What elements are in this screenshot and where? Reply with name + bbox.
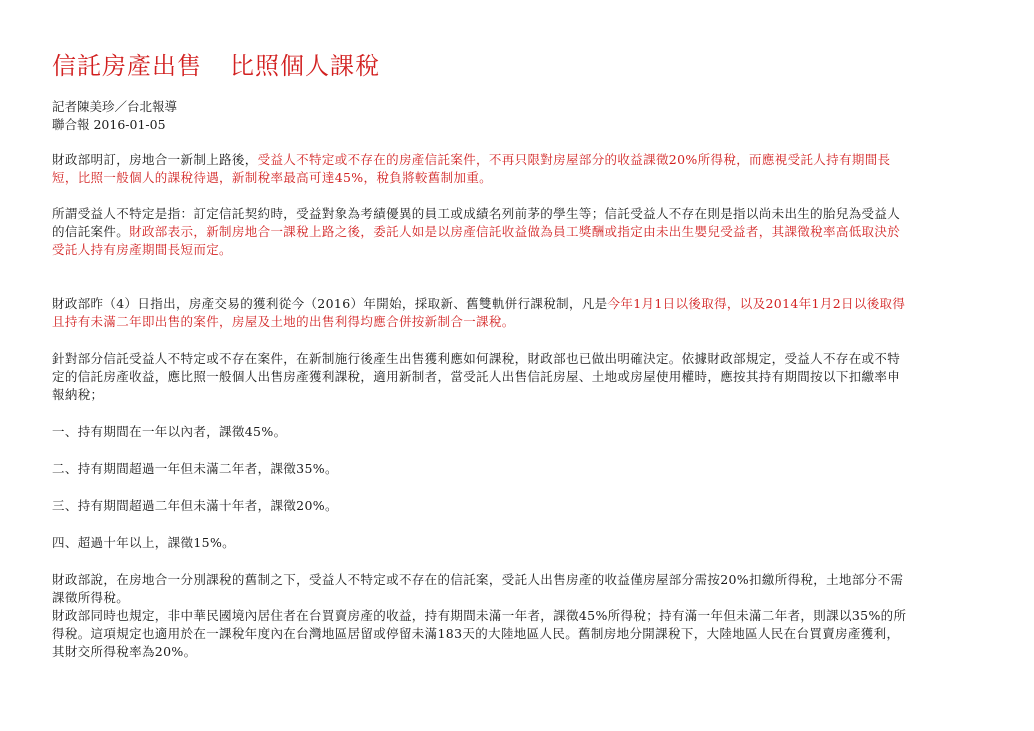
paragraph-2-highlight: 財政部表示，新制房地合一課稅上路之後，委託人如是以房產信託收益做為員工獎酬或指定由未出生嬰兒受益者，其課徵稅率高低取決於受託人持有房產期間長短而定。 bbox=[52, 224, 901, 257]
paragraph-1-highlight: 受益人不特定或不存在的房產信託案件，不再只限對房屋部分的收益課徵20%所得稅，而應視受託人持有期間長短，比照一般個人的課稅待遇，新制稅率最高可達45%，稅負將較舊制加重。 bbox=[52, 152, 891, 185]
headline bbox=[52, 50, 912, 82]
source-date-line: 聯合報 2016-01-05 bbox=[52, 117, 166, 132]
paragraph-2 bbox=[52, 205, 912, 259]
paragraph-3-intro: 財政部昨（4）日指出，房產交易的獲利從今（2016）年開始，採取新、舊雙軌併行課稅制，凡是 bbox=[52, 296, 608, 311]
paragraph-3-highlight: 今年1月1日以後取得，以及2014年1月2日以後取得且持有未滿二年即出售的案件，房屋及土地的出售利得均應合併按新制合一課稅。 bbox=[52, 296, 906, 329]
paragraph-5: 財政部說，在房地合一分別課稅的舊制之下，受益人不特定或不存在的信託案，受託人出售房產的收益僅房屋部分需按20%扣繳所得稅，土地部分不需課徵所得稅。 bbox=[52, 572, 904, 605]
reporter-line: 記者陳美珍／台北報導 bbox=[52, 99, 178, 114]
headline-part-2: 比照個人課稅 bbox=[230, 52, 380, 80]
headline-part-1: 信託房產出售 bbox=[52, 52, 202, 80]
paragraph-4: 針對部分信託受益人不特定或不存在案件，在新制施行後產生出售獲利應如何課稅，財政部也已做出明確決定。依據財政部規定，受益人不存在或不特定的信託房產收益，應比照一般個人出售房產獲利課稅，適用新制者，當受託人出售信託房屋、土地或房屋使用權時，應按其持有期間按以下扣繳率申報納稅； bbox=[52, 351, 901, 402]
paragraph-3 bbox=[52, 295, 912, 331]
tax-rate-item-3: 三、持有期間超過二年但未滿十年者，課徵20%。 bbox=[52, 498, 338, 513]
paragraph-2-definition: 所謂受益人不特定是指：訂定信託契約時，受益對象為考績優異的員工或成績名列前茅的學生等；信託受益人不存在則是指以尚未出生的胎兒為受益人的信託案件。 bbox=[52, 206, 901, 239]
paragraph-1 bbox=[52, 151, 912, 187]
tax-rate-item-4: 四、超過十年以上，課徵15%。 bbox=[52, 535, 236, 550]
tax-rate-item-1: 一、持有期間在一年以內者，課徵45%。 bbox=[52, 424, 287, 439]
paragraph-6: 財政部同時也規定，非中華民國境內居住者在台買賣房產的收益，持有期間未滿一年者，課徵45%所得稅；持有滿一年但未滿二年者，則課以35%的所得稅。這項規定也適用於在一課稅年度內在台灣地區居留或停留未滿183天的大陸地區人民。舊制房地分開課稅下，大陸地區人民在台買賣房產獲利，其財交所得稅率為20%。 bbox=[52, 608, 907, 659]
byline bbox=[52, 98, 912, 134]
article bbox=[52, 50, 912, 661]
tax-rate-item-2: 二、持有期間超過一年但未滿二年者，課徵35%。 bbox=[52, 461, 338, 476]
paragraph-1-intro: 財政部明訂，房地合一新制上路後， bbox=[52, 152, 258, 167]
